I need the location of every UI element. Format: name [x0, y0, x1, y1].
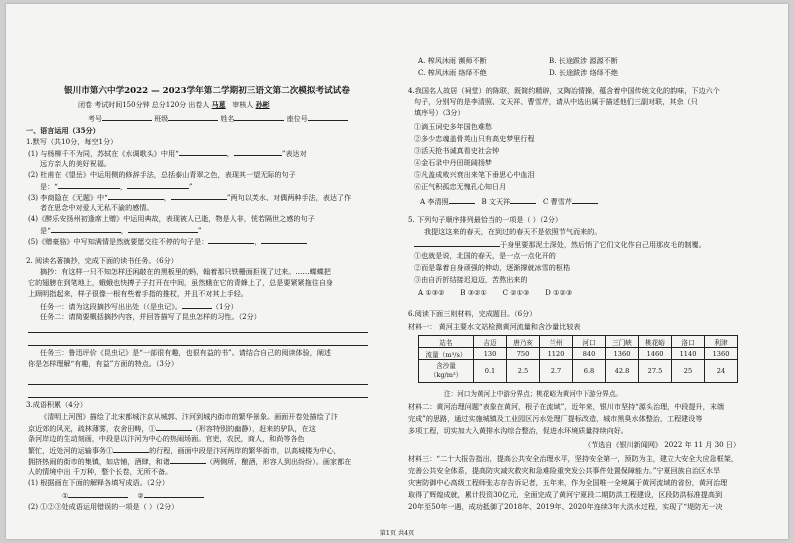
- q3-option-a: A. 榨风沐雨 濒师不断: [418, 56, 487, 65]
- q1-5-blank-a[interactable]: [208, 236, 254, 244]
- q1-4-line2: 是“ ， ”: [40, 226, 202, 235]
- field-exam-number: 考号: [88, 115, 102, 123]
- q3-sub2: (2) ①②③处成语运用错误的一项是（ ）（2分）: [28, 502, 179, 511]
- table-header-cell: 桃花峪: [639, 336, 672, 348]
- seat-blank[interactable]: [308, 113, 348, 121]
- q5-option-a[interactable]: A ①③②: [418, 288, 445, 297]
- task3-answer-line-2[interactable]: [28, 390, 368, 398]
- q4-answer-row: A 李清照 B 文天祥 C 曹雪芹: [420, 196, 598, 206]
- q3-option-d: D. 长途跋涉 络绎不绝: [549, 68, 618, 77]
- exam-info-text: 闭卷 考试时间150分钟 总分120分 出卷人: [78, 101, 210, 109]
- material-3-line2: 完善公共安全体系，提高防灾减灾救灾和急难险重突发公共事件处置保障能力。”宁夏回族自治区水旱: [408, 466, 721, 475]
- q1-2-blank-b[interactable]: [127, 181, 189, 189]
- q2-excerpt-line1: 摘抄：有这样一只不知怎样还闲敲在的黑板里的蚂，翰着那只铁栅面拒视了过来。……蝶蝶把: [40, 267, 331, 276]
- material-3-line4: 取得了辉煌成就，累计投资30亿元，全面完成了黄河宁夏段二期防洪工程建设，区段防洪标准提高到: [408, 490, 723, 499]
- task3-answer-line-1[interactable]: [28, 377, 368, 385]
- table-note: 注：河口为黄河上中游分界点；桃花峪为黄河中下游分界点。: [444, 390, 623, 398]
- q2-task2: 任务二：请简要概括摘抄内容，并回答描写了昆虫怎样的习性。（2分）: [40, 312, 261, 321]
- table-header-cell: 河口: [573, 336, 606, 348]
- material-2-line3: 多项工程，切实加大入黄排水沟综合整治，促进水环境质量持续向好。: [408, 426, 628, 435]
- material-3-line5: 20年至50年一遇，成功抵御了2018年、2019年、2020年连续3年大洪水过程，实现了“堤防无一决: [408, 502, 723, 511]
- table-header-cell: 吉迈: [474, 336, 507, 348]
- q1-3-blank-a[interactable]: [108, 192, 164, 200]
- q1-2-line1: (2) 杜甫在《望岳》中运用侧的修辞手法，总括泰山青翠之色，表现其一望无际的句子: [28, 170, 296, 179]
- q1-3-line1: (3) 李商隐在《无题》中“ ， ”两句以芙水、对偶两种手法，表达了作: [28, 193, 352, 202]
- couplet-4: ④金石录中丹田斑阔扬梦: [414, 158, 493, 167]
- sediment-cell: 0.1: [474, 360, 507, 383]
- q3-passage-line6: 人的情境中出 千万种，整个长卷，无所不备。: [28, 467, 173, 476]
- q5-sentence-a: 我提这这来的春天，在到过的春天不是依照节气而来的。: [424, 227, 602, 236]
- field-seat: 座位号: [286, 115, 308, 123]
- q1-5-blank-b[interactable]: [261, 236, 307, 244]
- q2-task3-line1: 任务三：鲁迅评价《昆虫记》是“一部很有趣，也很有益的书”。请结合自己的阅读体验，阐述: [40, 348, 332, 357]
- q3-option-b: B. 长途跋涉 源源不断: [549, 56, 618, 65]
- left-column: [6, 4, 399, 539]
- q5-option-c[interactable]: C ②①③: [502, 288, 530, 297]
- q2-title: 2. 阅读名著摘抄，完成下面的读书任务。（6分）: [26, 256, 178, 265]
- table-header-cell: 三门峡: [606, 336, 639, 348]
- flow-cell: 1120: [540, 348, 573, 360]
- sediment-label: 含沙量 （kg/m³）: [419, 360, 474, 383]
- class-blank[interactable]: [168, 113, 218, 121]
- couplet-3: ③活天抢书诚真看史社会钟: [414, 146, 500, 155]
- q3-title: 3.成语积累（4分）: [26, 400, 87, 409]
- q5-option-d[interactable]: D ①②③: [545, 288, 573, 297]
- sediment-cell: 24: [705, 360, 738, 383]
- reviewer-label: 审核人: [232, 101, 254, 109]
- material-3-line3: 灾害防御中心高级工程师张志存告诉记者，五年来，作为全国唯一全境属于黄河流域的省份，黄河治理: [408, 478, 728, 487]
- q4-line2: 句子，分别写的是李清照、文天祥、曹雪芹，请从中选出属于描述他们三副对联，其余（只: [414, 97, 698, 106]
- q4-line3: 填序号）（3分）: [414, 108, 465, 117]
- couplet-6: ⑥正气积孤忠无愧孔心知日月: [414, 182, 507, 191]
- couplet-2: ②多少忠魂盖骨英山只有高史梦里行程: [414, 134, 535, 143]
- q1-1-line2: 远方亲人的美好祝福。: [40, 159, 111, 168]
- couplet-1: ①滴玉词史多年国色难愁: [414, 122, 493, 131]
- author-signature: 马葸: [211, 100, 226, 109]
- field-name: 姓名: [220, 115, 235, 123]
- q4-line1: 4.我国名人故居（祠堂）的陈联，既简约精辟，又陶冶情操，蕴含着中国传统文化的韵味，下边六个: [408, 86, 720, 95]
- q1-title: 1.默写（共10分，每空1分）: [26, 137, 118, 146]
- q3-passage-line2: 京近郊的风光，疏林薄雾，农舍田畴，① （形容特别的幽静），赶来的驴队，在这: [28, 424, 316, 433]
- q1-5-line: (5)《赠豪骆》中写知满情是然就要愿交往不停的句子是： ，: [28, 236, 307, 246]
- reviewer-signature: 孙彬: [255, 100, 270, 109]
- material-2-source: （节选自《银川新闻网》 2022 年 11 月 30 日）: [584, 440, 741, 449]
- answer-wen-tianxiang[interactable]: [510, 196, 536, 204]
- q5-option-b[interactable]: B ③②①: [460, 288, 487, 297]
- table-row-sediment: [419, 360, 738, 383]
- q5-sentence-c: ①也就是说，北国的春天，是一点一点化开的: [414, 251, 556, 260]
- table-header-cell: 洛口: [672, 336, 705, 348]
- q3-passage-line5: 拥挤热闹的街市的集镇，如店铺，酒肆，和诸 （两侧所，酿酒，形容人到出纷纷）。画家都在: [28, 457, 352, 466]
- q1-1-line1: (1) 与杨柳千不为同，苏轼在《水调歌头》中用“ ， ”表达对: [28, 149, 307, 158]
- q1-2-blank-a[interactable]: [58, 181, 120, 189]
- q1-4-line1: (4)《醉乐安扬州初逢席上赠》中运用典故，表现被人已逝，物是人非，恍若隔世之感的句子: [28, 214, 315, 223]
- q2-task3-line2: 你是怎样理解“有趣，有益”方面的特点。（3分）: [28, 359, 179, 368]
- task1-blank[interactable]: [182, 301, 212, 309]
- q5-blank[interactable]: [414, 239, 500, 247]
- q1-4-blank-a[interactable]: [51, 225, 121, 233]
- table-header-cell: 兰州: [540, 336, 573, 348]
- material-2-line1: 材料二：黄河治理问题“表象在黄河，根子在流域”，近年来，银川市坚持“源头治理，中段提升，末端: [408, 402, 724, 411]
- flow-cell: 840: [573, 348, 606, 360]
- q3-passage-line3: 条河岸边的生动刻画，中段是以汴河为中心的热闹场面。官吏，农民，商人，和尚等各色: [28, 434, 305, 443]
- name-blank[interactable]: [234, 113, 284, 121]
- field-class: 班级: [154, 115, 169, 123]
- q3-blank-1[interactable]: [156, 423, 192, 431]
- table-header-cell: 利津: [705, 336, 738, 348]
- q1-1-blank-b[interactable]: [234, 148, 282, 156]
- student-info-fields: [88, 113, 348, 124]
- right-column: [404, 4, 786, 539]
- q5-options: [418, 288, 572, 297]
- flow-cell: 130: [474, 348, 507, 360]
- flow-cell: 1360: [606, 348, 639, 360]
- material-2-line2: 完成”的思路，通过实施城镇及工业园区污水处理厂提标改造，城市黑臭水体整治，工程建设等: [408, 414, 703, 423]
- exam-title: 银川市第六中学2022 — 2023学年第二学期初三语文第二次模拟考试试卷: [64, 86, 350, 96]
- section-1-title: 一、语言运用（35分）: [26, 126, 100, 135]
- q2-task1: 任务一：请为这段摘抄写出出处（（是虫记》。 （1分）: [40, 302, 238, 311]
- flow-cell: 750: [507, 348, 540, 360]
- q2-excerpt-line2: 它的翅膀在到笔地上，蛾蛾也快搏子子打开在中间，虽然蛾在它的青蜂上了，总是要紧紧拖住自身: [28, 278, 334, 287]
- answer-li-qingzhao[interactable]: [449, 196, 475, 204]
- flow-cell: 1140: [672, 348, 705, 360]
- flow-cell: 1460: [639, 348, 672, 360]
- q5-sentence-d: ②而是靠着自身顽强的伸动，逐渐撑就冰雪的枢梏: [414, 263, 571, 272]
- q1-4-blank-b[interactable]: [128, 225, 198, 233]
- q3-passage-line1: 《清明上河图》描绘了北宋都城汴京从城郭、汴河到城内街市的繁华景象。画面开卷处描绘了汴: [40, 412, 338, 421]
- exam-sheet: [6, 4, 788, 539]
- task2-answer-line-1[interactable]: [28, 325, 368, 333]
- q3-answer-2[interactable]: [144, 490, 204, 498]
- q1-3-line2: 者在思念中对爱人无私不渝的感情。: [40, 203, 154, 212]
- table-header-cell: 唐乃亥: [507, 336, 540, 348]
- q5-sentence-e: ③由自沂折结接迟迫迈，苦熬出来的: [414, 275, 528, 284]
- sediment-cell: 27.5: [639, 360, 672, 383]
- couplet-5: ⑤凡盖成败兴衰出来笔下垂思心中血泪: [414, 170, 535, 179]
- task2-answer-line-2[interactable]: [28, 338, 368, 346]
- q1-1-blank-a[interactable]: [179, 148, 227, 156]
- material-1-title: 材料一： 黄河主要水文站检测黄河流量和含沙量比较表: [408, 322, 581, 331]
- q3-answer-1[interactable]: [68, 490, 128, 498]
- page-footer: 第1页 共4页: [379, 530, 415, 537]
- q6-title: 6.阅读下面三则材料，完成题目。（6分）: [408, 309, 537, 318]
- sediment-cell: 2.7: [540, 360, 573, 383]
- exam-info: [78, 100, 270, 110]
- flow-label: 流量（m³/s）: [419, 348, 474, 360]
- q1-3-blank-b[interactable]: [171, 192, 227, 200]
- q3-blank-2[interactable]: [113, 445, 149, 453]
- table-header-row: [419, 336, 738, 348]
- flow-cell: 1360: [705, 348, 738, 360]
- sediment-cell: 42.8: [606, 360, 639, 383]
- hydrology-table: [418, 335, 738, 383]
- table-row-flow: [419, 348, 738, 360]
- table-header-station: 站名: [419, 336, 474, 348]
- sediment-cell: 25: [672, 360, 705, 383]
- material-3-line1: 材料三：“二十大报告指出，提高公共安全治理水平，坚持安全第一，预防为主，建立大安全大应急框架，: [408, 454, 738, 463]
- q3-blank-3[interactable]: [170, 456, 206, 464]
- answer-cao-xueqin[interactable]: [572, 196, 598, 204]
- q5-sentence-b: 于身里要那泥土深处，然后悄了它们文化作自己用那皮毛的制覆。: [414, 239, 706, 249]
- sediment-cell: 6.8: [573, 360, 606, 383]
- sediment-cell: 2.5: [507, 360, 540, 383]
- q3-passage-line4: 繁忙，近处河的运输事务① 的行程，画面中段是汴河两岸的繁华街市，以高城楼为中心，: [28, 446, 341, 455]
- q3-sub1-answers: ① ②: [62, 490, 204, 500]
- q1-2-line2: 是：“ ， ”: [40, 182, 193, 191]
- q5-title: 5. 下列句子顺序排列最恰当的一项是（ ）（2分）: [408, 215, 563, 224]
- exam-number-blank[interactable]: [102, 113, 152, 121]
- q3-sub1: (1) 根据画在下面的解释各填写成语。（2分）: [28, 478, 169, 487]
- q3-option-c: C. 榨风沐雨 络绎不绝: [418, 68, 487, 77]
- q2-excerpt-line3: 上顾明指起来，样子很像一根有些着手指的推杖，并且不对其上手轻。: [28, 289, 248, 298]
